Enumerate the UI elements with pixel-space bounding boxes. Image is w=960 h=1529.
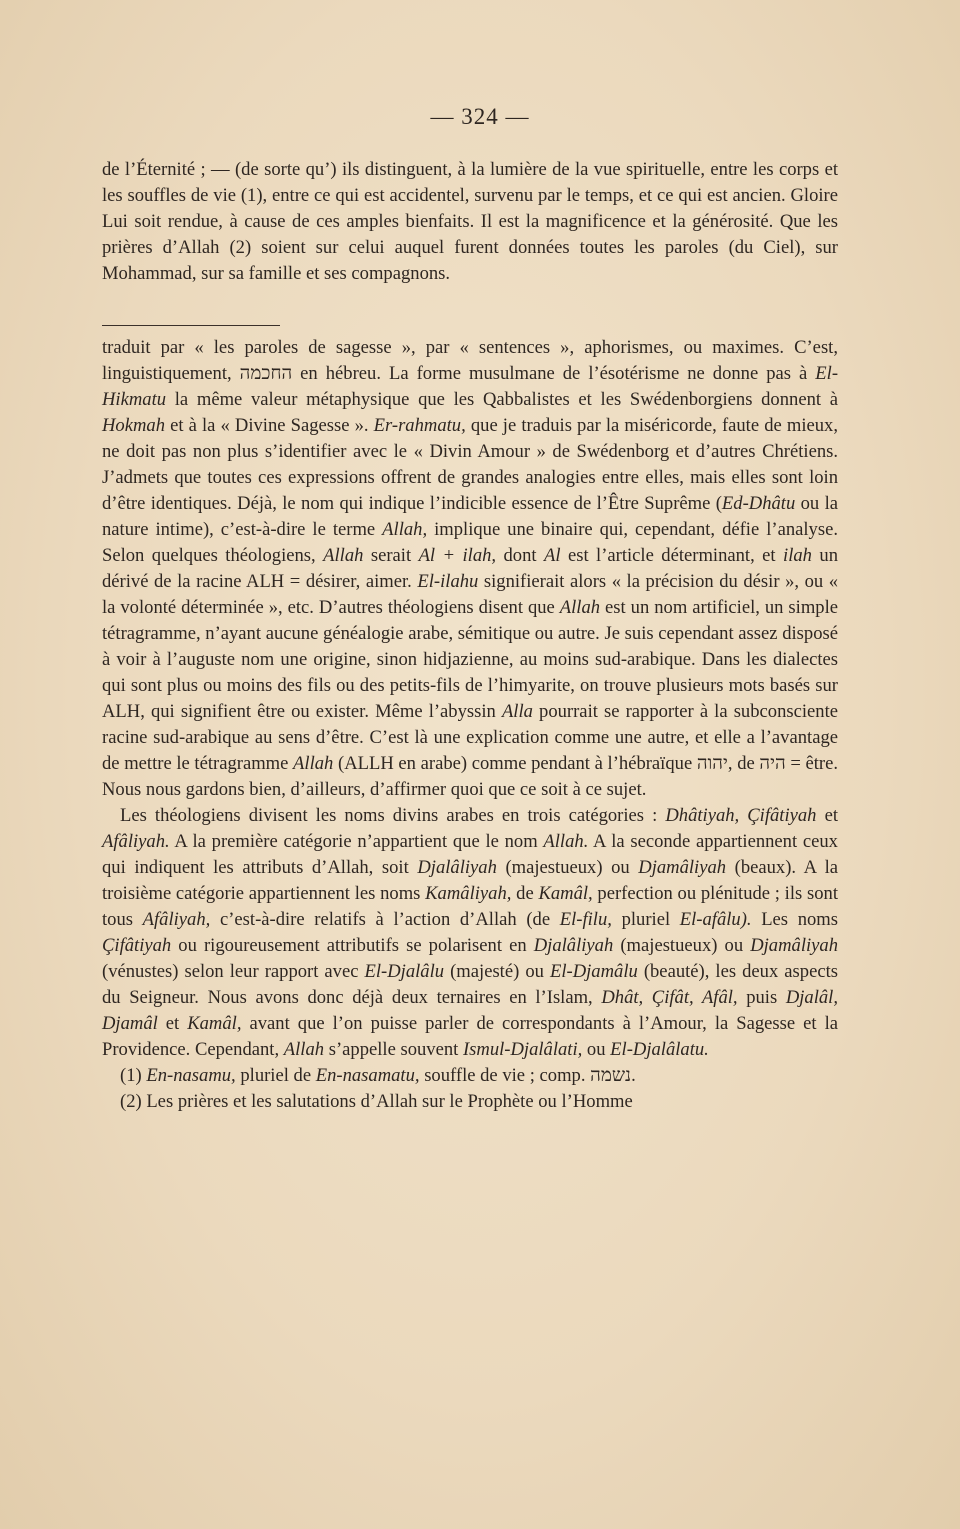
page-number: — 324 — [430, 104, 530, 129]
note-paragraph-2: Les théologiens divisent les noms divins arabes en trois catégories : Dhâtiyah, Çifâtiyah et Afâliyah. A la première catégorie n’appartient que le nom Allah. A la seconde appartiennent ceux qui indiquent les attributs d’Allah, soit Djalâliyah (majestueux) ou Djamâliyah (beaux). A la troisième catégorie appartiennent les noms Kamâliyah, de Kamâl, perfection ou plénitude ; ils sont tous Afâliyah, c’est-à-dire relatifs à l’action d’Allah (de El-filu, pluriel El-afâlu). Les noms Çifâtiyah ou rigoureusement attributifs se polarisent en Djalâliyah (majestueux) ou Djamâliyah (vénustes) selon leur rapport avec El-Djalâlu (majesté) ou El-Djamâlu (beauté), les deux aspects du Seigneur. Nous avons donc déjà deux ternaires en l’Islam, Dhât, Çifât, Afâl, puis Djalâl, Djamâl et Kamâl, avant que l’on puisse parler de correspondants à l’Amour, la Sagesse et la Providence. Cependant, Allah s’appelle souvent Ismul-Djalâlati, ou El-Djalâlatu. [102, 805, 838, 1060]
footnote-1: (1) En-nasamu, pluriel de En-nasamatu, souffle de vie ; comp. נשמה. [120, 1065, 636, 1086]
hebrew-word: החכמה [239, 363, 293, 384]
main-text-block [102, 157, 838, 287]
hebrew-word: נשמה [590, 1065, 632, 1086]
note-block [102, 335, 838, 1115]
hebrew-word: היה [759, 753, 786, 774]
footnote-2: (2) Les prières et les salutations d’Allah sur le Prophète ou l’Homme [120, 1091, 633, 1112]
hebrew-word: יהוה [696, 753, 728, 774]
note-paragraph-1: traduit par « les paroles de sagesse », par « sentences », aphorismes, ou maximes. C’est, linguistiquement, החכמה en hébreu. La forme musulmane de l’ésotérisme ne donne pas à El-Hikmatu la même valeur métaphysique que les Qabbalistes et les Swédenborgiens donnent à Hokmah et à la « Divine Sagesse ». Er-rahmatu, que je traduis par la miséricorde, faute de mieux, ne doit pas non plus s’identifier avec le « Divin Amour » de Swédenborg et d’autres Chrétiens. J’admets que toutes ces expressions offrent de grandes analogies entre elles, mais elles sont loin d’être identiques. Déjà, le nom qui indique l’indicible essence de l’Être Suprême (Ed-Dhâtu ou la nature intime), c’est-à-dire le terme Allah, implique une binaire qui, cependant, défie l’analyse. Selon quelques théologiens, Allah serait Al + ilah, dont Al est l’article déterminant, et ilah un dérivé de la racine ALH = désirer, aimer. El-ilahu signifierait alors « la précision du désir », ou « la volonté déterminée », etc. D’autres théologiens disent que Allah est un nom artificiel, un simple tétragramme, n’ayant aucune généalogie arabe, sémitique ou autre. Je suis cependant assez disposé à voir à l’auguste nom une origine, sinon hidjazienne, au moins sud-arabique. Dans les dialectes qui sont plus ou moins des fils ou des petits-fils de l’himyarite, on trouve plusieurs mots basés sur ALH, qui signifient être ou exister. Même l’abyssin Alla pourrait se rapporter à la subconsciente racine sud-arabique au sens d’être. C’est là une explication comme une autre, et elle a l’avantage de mettre le tétragramme Allah (ALLH en arabe) comme pendant à l’hébraïque יהוה, de היה = être. Nous nous gardons bien, d’ailleurs, d’affirmer quoi que ce soit à ce sujet. [102, 337, 839, 800]
main-paragraph: de l’Éternité ; — (de sorte qu’) ils distinguent, à la lumière de la vue spirituelle, entre les corps et les souffles de vie (1), entre ce qui est accidentel, survenu par le temps, et ce qui est ancien. Gloire Lui soit rendue, à cause de ces amples bienfaits. Il est la magnificence et la générosité. Que les prières d’Allah (2) soient sur celui auquel furent données toutes les paroles (du Ciel), sur Mohammad, sur sa famille et ses compagnons. [102, 159, 838, 284]
footnote-divider [102, 325, 280, 326]
